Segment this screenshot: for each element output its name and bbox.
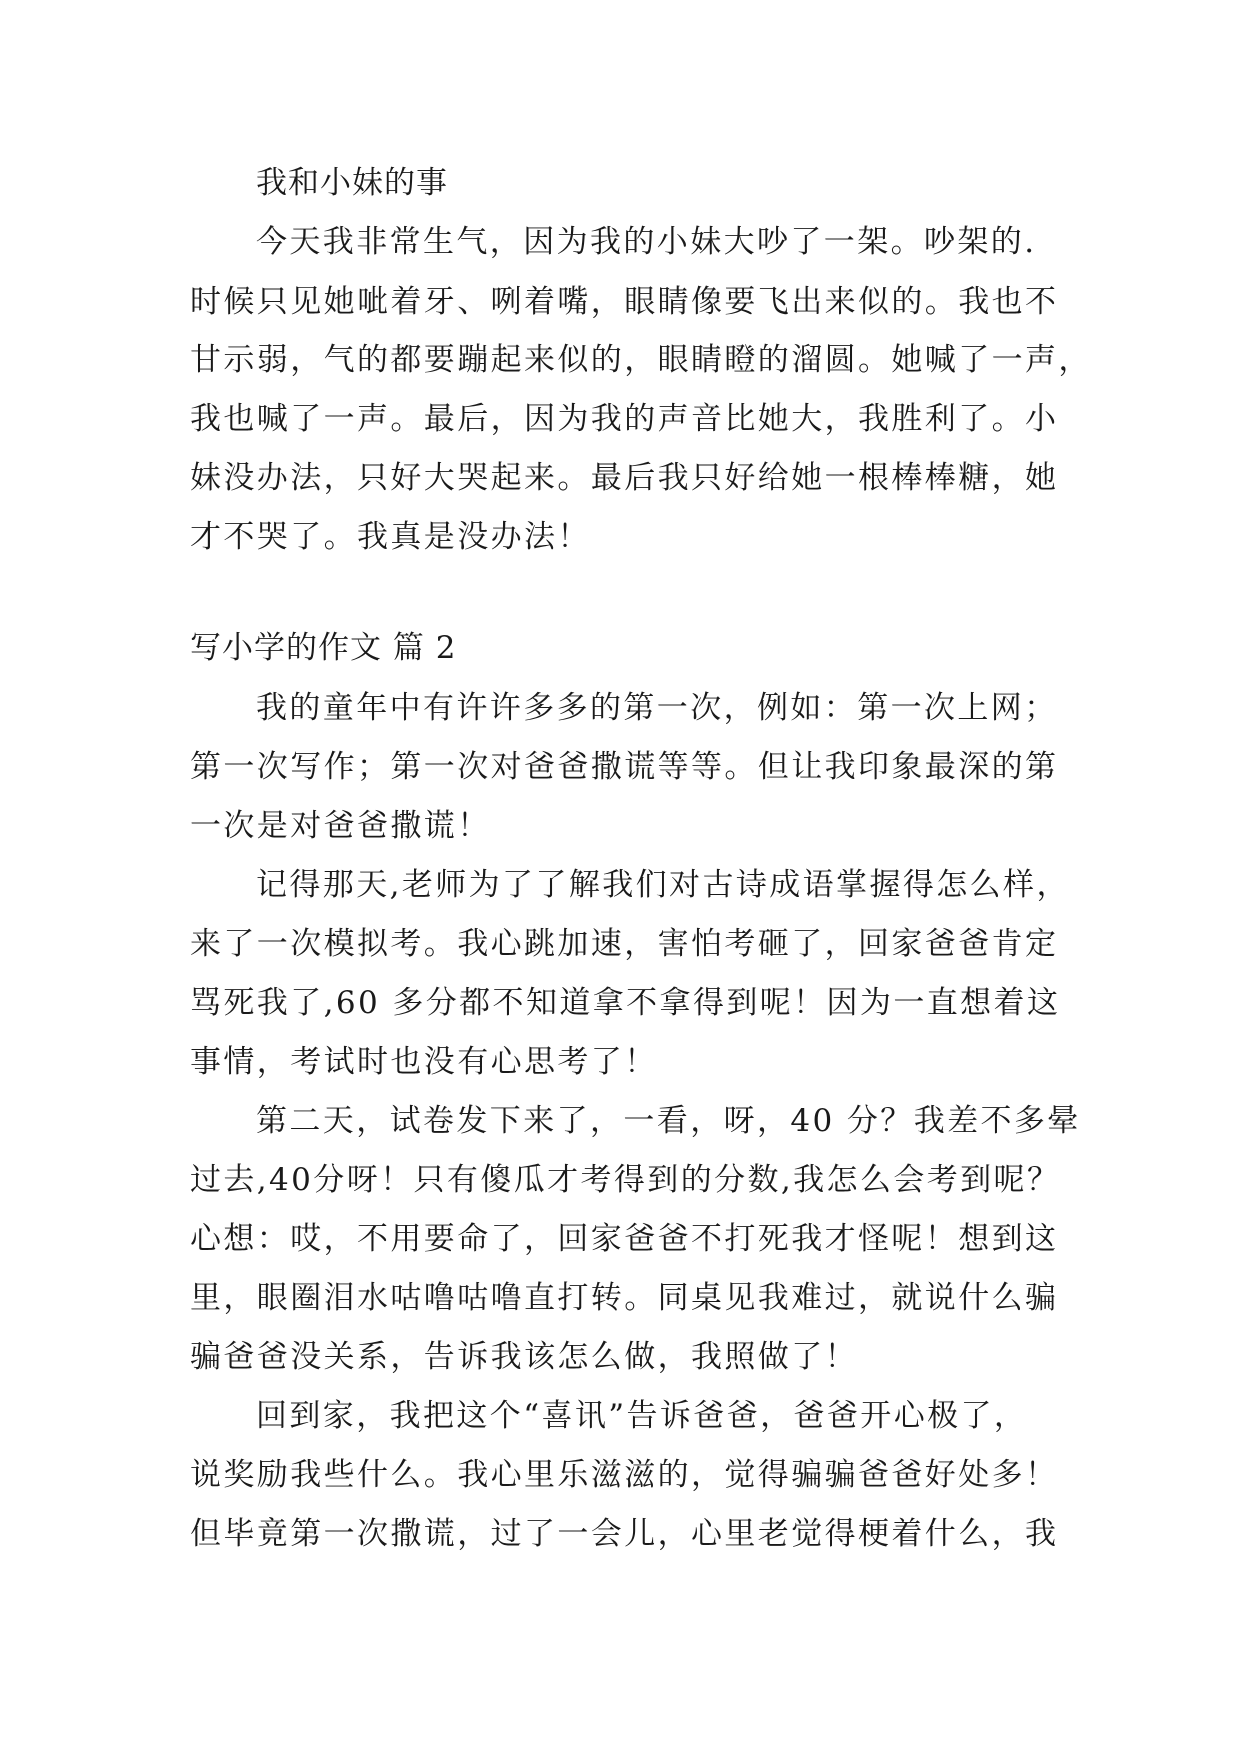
text-line: 来了一次模拟考。我心跳加速，害怕考砸了，回家爸爸肯定 — [190, 926, 1059, 962]
text-line: 时候只见她呲着牙、咧着嘴，眼睛像要飞出来似的。我也不 — [190, 284, 1059, 320]
text-line: 事情，考试时也没有心思考了！ — [190, 1044, 658, 1080]
text-line: 但毕竟第一次撒谎，过了一会儿，心里老觉得梗着什么，我 — [190, 1516, 1059, 1552]
section-title: 写小学的作文 篇 2 — [190, 630, 457, 666]
text-line: 一次是对爸爸撒谎！ — [190, 808, 491, 844]
text-line: 我的童年中有许许多多的第一次，例如：第一次上网； — [256, 690, 1058, 726]
text-line: 说奖励我些什么。我心里乐滋滋的，觉得骗骗爸爸好处多！ — [190, 1457, 1059, 1493]
text-line: 才不哭了。我真是没办法！ — [190, 519, 591, 555]
text-line: 第一次写作；第一次对爸爸撒谎等等。但让我印象最深的第 — [190, 749, 1059, 785]
text-line: 过去,40分呀！只有傻瓜才考得到的分数,我怎么会考到呢？ — [190, 1162, 1061, 1198]
text-line: 我也喊了一声。最后，因为我的声音比她大，我胜利了。小 — [190, 401, 1059, 437]
text-line: 记得那天,老师为了了解我们对古诗成语掌握得怎么样， — [256, 867, 1070, 903]
text-line: 妹没办法，只好大哭起来。最后我只好给她一根棒棒糖，她 — [190, 460, 1059, 496]
text-line: 里，眼圈泪水咕噜咕噜直打转。同桌见我难过，就说什么骗 — [190, 1280, 1059, 1316]
text-line: 今天我非常生气，因为我的小妹大吵了一架。吵架的. — [256, 224, 1037, 260]
text-line: 第二天，试卷发下来了，一看，呀，40 分？我差不多晕 — [256, 1103, 1081, 1139]
text-line: 甘示弱，气的都要蹦起来似的，眼睛瞪的溜圆。她喊了一声， — [190, 342, 1092, 378]
text-line: 回到家，我把这个“喜讯”告诉爸爸，爸爸开心极了， — [256, 1398, 1028, 1434]
text-line: 心想：哎，不用要命了，回家爸爸不打死我才怪呢！想到这 — [190, 1221, 1059, 1257]
section-title: 我和小妹的事 — [256, 165, 448, 201]
text-line: 骂死我了,60 多分都不知道拿不拿得到呢！因为一直想着这 — [190, 985, 1061, 1021]
text-line: 骗爸爸没关系，告诉我该怎么做，我照做了！ — [190, 1339, 858, 1375]
